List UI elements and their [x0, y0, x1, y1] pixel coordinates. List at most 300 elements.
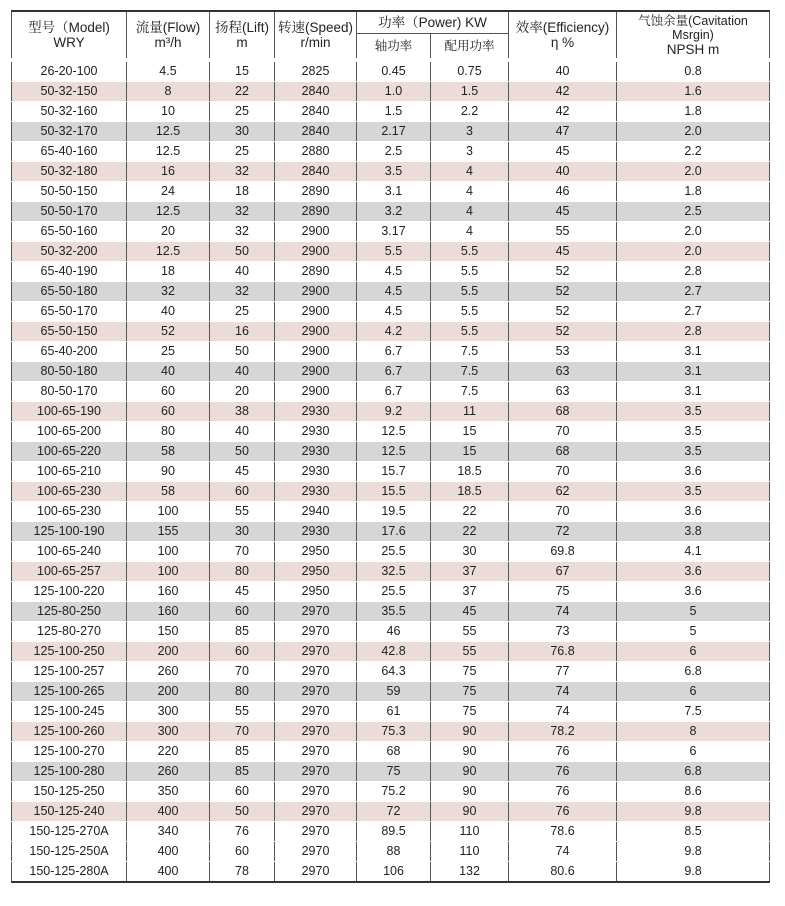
cell-motor-power: 90 — [431, 722, 509, 742]
cell-lift: 70 — [210, 542, 275, 562]
cell-lift: 60 — [210, 482, 275, 502]
cell-shaft-power: 35.5 — [357, 602, 431, 622]
cell-npsh: 3.5 — [617, 422, 770, 442]
cell-efficiency: 52 — [509, 302, 617, 322]
cell-motor-power: 5.5 — [431, 282, 509, 302]
table-row — [12, 122, 770, 142]
cell-model: 125-100-190 — [12, 522, 127, 542]
table-row — [12, 142, 770, 162]
cell-speed: 2930 — [275, 422, 357, 442]
cell-npsh: 2.0 — [617, 242, 770, 262]
table-row — [12, 382, 770, 402]
cell-shaft-power: 12.5 — [357, 442, 431, 462]
cell-model: 150-125-240 — [12, 802, 127, 822]
table-row — [12, 682, 770, 702]
cell-shaft-power: 12.5 — [357, 422, 431, 442]
cell-model: 100-65-190 — [12, 402, 127, 422]
cell-model: 65-40-160 — [12, 142, 127, 162]
cell-speed: 2950 — [275, 582, 357, 602]
table-row — [12, 522, 770, 542]
cell-lift: 60 — [210, 602, 275, 622]
cell-lift: 22 — [210, 82, 275, 102]
cell-shaft-power: 68 — [357, 742, 431, 762]
cell-flow: 4.5 — [127, 60, 210, 82]
cell-flow: 52 — [127, 322, 210, 342]
cell-motor-power: 90 — [431, 782, 509, 802]
cell-speed: 2970 — [275, 642, 357, 662]
cell-shaft-power: 4.2 — [357, 322, 431, 342]
cell-lift: 70 — [210, 722, 275, 742]
cell-efficiency: 63 — [509, 362, 617, 382]
cell-efficiency: 47 — [509, 122, 617, 142]
cell-motor-power: 5.5 — [431, 242, 509, 262]
cell-efficiency: 68 — [509, 402, 617, 422]
header-power: 功率（Power) KW — [357, 11, 509, 34]
cell-shaft-power: 46 — [357, 622, 431, 642]
cell-speed: 2840 — [275, 162, 357, 182]
cell-speed: 2840 — [275, 122, 357, 142]
table-row — [12, 862, 770, 883]
cell-shaft-power: 3.2 — [357, 202, 431, 222]
cell-flow: 25 — [127, 342, 210, 362]
cell-npsh: 2.7 — [617, 282, 770, 302]
cell-npsh: 8.5 — [617, 822, 770, 842]
cell-efficiency: 76 — [509, 782, 617, 802]
header-lift-label: 扬程(Lift) — [215, 20, 269, 35]
cell-speed: 2950 — [275, 542, 357, 562]
cell-lift: 45 — [210, 462, 275, 482]
cell-shaft-power: 15.7 — [357, 462, 431, 482]
cell-flow: 100 — [127, 542, 210, 562]
cell-shaft-power: 61 — [357, 702, 431, 722]
header-efficiency — [509, 11, 617, 60]
cell-npsh: 2.8 — [617, 262, 770, 282]
cell-model: 50-32-160 — [12, 102, 127, 122]
cell-npsh: 9.8 — [617, 802, 770, 822]
cell-motor-power: 5.5 — [431, 322, 509, 342]
cell-npsh: 0.8 — [617, 60, 770, 82]
cell-lift: 60 — [210, 842, 275, 862]
cell-efficiency: 45 — [509, 242, 617, 262]
cell-efficiency: 76 — [509, 762, 617, 782]
cell-flow: 160 — [127, 582, 210, 602]
cell-flow: 220 — [127, 742, 210, 762]
cell-npsh: 5 — [617, 602, 770, 622]
cell-efficiency: 52 — [509, 322, 617, 342]
cell-speed: 2970 — [275, 722, 357, 742]
cell-npsh: 1.6 — [617, 82, 770, 102]
cell-shaft-power: 6.7 — [357, 342, 431, 362]
table-row — [12, 262, 770, 282]
cell-model: 65-50-150 — [12, 322, 127, 342]
cell-speed: 2970 — [275, 682, 357, 702]
cell-flow: 58 — [127, 482, 210, 502]
table-row — [12, 642, 770, 662]
cell-speed: 2970 — [275, 822, 357, 842]
cell-model: 100-65-240 — [12, 542, 127, 562]
cell-lift: 50 — [210, 242, 275, 262]
cell-motor-power: 132 — [431, 862, 509, 883]
table-row — [12, 822, 770, 842]
cell-motor-power: 1.5 — [431, 82, 509, 102]
cell-npsh: 3.5 — [617, 482, 770, 502]
header-efficiency-label: 效率(Efficiency) — [515, 20, 610, 35]
cell-shaft-power: 106 — [357, 862, 431, 883]
cell-motor-power: 4 — [431, 222, 509, 242]
table-row — [12, 462, 770, 482]
cell-motor-power: 22 — [431, 502, 509, 522]
cell-motor-power: 15 — [431, 422, 509, 442]
cell-npsh: 3.6 — [617, 562, 770, 582]
cell-shaft-power: 3.5 — [357, 162, 431, 182]
cell-flow: 40 — [127, 362, 210, 382]
table-row — [12, 562, 770, 582]
cell-motor-power: 0.75 — [431, 60, 509, 82]
cell-flow: 260 — [127, 662, 210, 682]
cell-npsh: 6.8 — [617, 662, 770, 682]
cell-speed: 2900 — [275, 362, 357, 382]
cell-efficiency: 80.6 — [509, 862, 617, 883]
cell-speed: 2900 — [275, 242, 357, 262]
cell-shaft-power: 9.2 — [357, 402, 431, 422]
cell-shaft-power: 6.7 — [357, 362, 431, 382]
cell-efficiency: 45 — [509, 142, 617, 162]
cell-speed: 2970 — [275, 702, 357, 722]
cell-efficiency: 77 — [509, 662, 617, 682]
cell-model: 100-65-220 — [12, 442, 127, 462]
cell-efficiency: 40 — [509, 162, 617, 182]
table-row — [12, 622, 770, 642]
cell-efficiency: 74 — [509, 842, 617, 862]
cell-shaft-power: 5.5 — [357, 242, 431, 262]
table-row — [12, 242, 770, 262]
cell-motor-power: 2.2 — [431, 102, 509, 122]
cell-npsh: 1.8 — [617, 182, 770, 202]
cell-npsh: 8.6 — [617, 782, 770, 802]
cell-shaft-power: 25.5 — [357, 582, 431, 602]
cell-flow: 340 — [127, 822, 210, 842]
cell-efficiency: 67 — [509, 562, 617, 582]
cell-flow: 60 — [127, 382, 210, 402]
table-row — [12, 782, 770, 802]
header-speed-unit: r/min — [300, 35, 331, 50]
cell-motor-power: 37 — [431, 582, 509, 602]
cell-speed: 2950 — [275, 562, 357, 582]
cell-motor-power: 75 — [431, 662, 509, 682]
cell-flow: 80 — [127, 422, 210, 442]
cell-shaft-power: 0.45 — [357, 60, 431, 82]
cell-lift: 60 — [210, 782, 275, 802]
cell-npsh: 2.5 — [617, 202, 770, 222]
cell-npsh: 3.1 — [617, 362, 770, 382]
table-header — [12, 11, 770, 60]
cell-model: 65-40-200 — [12, 342, 127, 362]
cell-motor-power: 5.5 — [431, 262, 509, 282]
table-row — [12, 542, 770, 562]
cell-speed: 2930 — [275, 522, 357, 542]
cell-speed: 2970 — [275, 842, 357, 862]
cell-efficiency: 73 — [509, 622, 617, 642]
table-row — [12, 802, 770, 822]
cell-motor-power: 4 — [431, 182, 509, 202]
cell-shaft-power: 89.5 — [357, 822, 431, 842]
cell-shaft-power: 2.5 — [357, 142, 431, 162]
cell-model: 65-50-160 — [12, 222, 127, 242]
cell-speed: 2970 — [275, 762, 357, 782]
cell-model: 80-50-180 — [12, 362, 127, 382]
cell-npsh: 6 — [617, 642, 770, 662]
cell-lift: 40 — [210, 422, 275, 442]
cell-efficiency: 52 — [509, 262, 617, 282]
cell-npsh: 6 — [617, 682, 770, 702]
cell-flow: 20 — [127, 222, 210, 242]
cell-lift: 32 — [210, 202, 275, 222]
cell-lift: 16 — [210, 322, 275, 342]
cell-model: 100-65-257 — [12, 562, 127, 582]
cell-flow: 150 — [127, 622, 210, 642]
cell-npsh: 2.0 — [617, 162, 770, 182]
table-row — [12, 202, 770, 222]
cell-shaft-power: 88 — [357, 842, 431, 862]
cell-efficiency: 70 — [509, 422, 617, 442]
cell-model: 100-65-210 — [12, 462, 127, 482]
cell-lift: 50 — [210, 442, 275, 462]
cell-motor-power: 11 — [431, 402, 509, 422]
cell-npsh: 5 — [617, 622, 770, 642]
cell-efficiency: 70 — [509, 462, 617, 482]
cell-npsh: 9.8 — [617, 862, 770, 883]
cell-model: 125-100-250 — [12, 642, 127, 662]
cell-model: 125-100-280 — [12, 762, 127, 782]
cell-motor-power: 18.5 — [431, 482, 509, 502]
cell-flow: 400 — [127, 842, 210, 862]
cell-shaft-power: 64.3 — [357, 662, 431, 682]
cell-lift: 32 — [210, 162, 275, 182]
cell-efficiency: 75 — [509, 582, 617, 602]
cell-shaft-power: 4.5 — [357, 302, 431, 322]
cell-shaft-power: 1.0 — [357, 82, 431, 102]
cell-model: 150-125-250 — [12, 782, 127, 802]
table-row — [12, 722, 770, 742]
cell-flow: 16 — [127, 162, 210, 182]
cell-shaft-power: 17.6 — [357, 522, 431, 542]
cell-lift: 70 — [210, 662, 275, 682]
cell-motor-power: 75 — [431, 702, 509, 722]
cell-flow: 160 — [127, 602, 210, 622]
cell-motor-power: 3 — [431, 142, 509, 162]
cell-flow: 24 — [127, 182, 210, 202]
header-flow — [127, 11, 210, 60]
cell-speed: 2970 — [275, 742, 357, 762]
cell-npsh: 7.5 — [617, 702, 770, 722]
cell-model: 50-32-150 — [12, 82, 127, 102]
cell-speed: 2930 — [275, 482, 357, 502]
cell-flow: 155 — [127, 522, 210, 542]
cell-speed: 2970 — [275, 602, 357, 622]
cell-speed: 2840 — [275, 102, 357, 122]
cell-lift: 60 — [210, 642, 275, 662]
cell-model: 125-100-220 — [12, 582, 127, 602]
cell-efficiency: 76 — [509, 802, 617, 822]
cell-efficiency: 40 — [509, 60, 617, 82]
cell-speed: 2970 — [275, 802, 357, 822]
cell-efficiency: 76 — [509, 742, 617, 762]
table-row — [12, 362, 770, 382]
header-model-label: 型号（Model) — [28, 20, 110, 35]
cell-flow: 300 — [127, 702, 210, 722]
cell-shaft-power: 6.7 — [357, 382, 431, 402]
cell-model: 50-50-150 — [12, 182, 127, 202]
cell-motor-power: 22 — [431, 522, 509, 542]
cell-motor-power: 30 — [431, 542, 509, 562]
cell-shaft-power: 3.1 — [357, 182, 431, 202]
cell-model: 125-80-250 — [12, 602, 127, 622]
cell-shaft-power: 15.5 — [357, 482, 431, 502]
cell-model: 125-100-270 — [12, 742, 127, 762]
cell-speed: 2940 — [275, 502, 357, 522]
header-shaft-power: 轴功率 — [357, 34, 431, 60]
cell-flow: 90 — [127, 462, 210, 482]
cell-model: 50-50-170 — [12, 202, 127, 222]
cell-lift: 25 — [210, 142, 275, 162]
cell-speed: 2890 — [275, 262, 357, 282]
table-row — [12, 402, 770, 422]
cell-motor-power: 110 — [431, 842, 509, 862]
cell-shaft-power: 72 — [357, 802, 431, 822]
cell-lift: 50 — [210, 342, 275, 362]
cell-efficiency: 63 — [509, 382, 617, 402]
cell-npsh: 3.6 — [617, 462, 770, 482]
cell-shaft-power: 2.17 — [357, 122, 431, 142]
cell-speed: 2900 — [275, 302, 357, 322]
cell-lift: 80 — [210, 682, 275, 702]
cell-shaft-power: 75 — [357, 762, 431, 782]
cell-lift: 85 — [210, 622, 275, 642]
cell-lift: 25 — [210, 302, 275, 322]
cell-flow: 100 — [127, 562, 210, 582]
cell-shaft-power: 3.17 — [357, 222, 431, 242]
cell-speed: 2890 — [275, 202, 357, 222]
table-row — [12, 502, 770, 522]
cell-model: 50-32-170 — [12, 122, 127, 142]
cell-npsh: 3.1 — [617, 382, 770, 402]
cell-motor-power: 90 — [431, 742, 509, 762]
cell-speed: 2900 — [275, 382, 357, 402]
cell-lift: 15 — [210, 60, 275, 82]
table-row — [12, 102, 770, 122]
cell-efficiency: 76.8 — [509, 642, 617, 662]
cell-shaft-power: 42.8 — [357, 642, 431, 662]
cell-lift: 76 — [210, 822, 275, 842]
cell-speed: 2970 — [275, 622, 357, 642]
cell-efficiency: 78.2 — [509, 722, 617, 742]
cell-model: 125-100-257 — [12, 662, 127, 682]
cell-model: 125-100-245 — [12, 702, 127, 722]
cell-flow: 60 — [127, 402, 210, 422]
cell-efficiency: 42 — [509, 82, 617, 102]
cell-motor-power: 90 — [431, 762, 509, 782]
cell-motor-power: 7.5 — [431, 342, 509, 362]
cell-model: 50-32-180 — [12, 162, 127, 182]
table-row — [12, 742, 770, 762]
cell-shaft-power: 25.5 — [357, 542, 431, 562]
cell-npsh: 3.5 — [617, 402, 770, 422]
cell-motor-power: 55 — [431, 622, 509, 642]
cell-lift: 80 — [210, 562, 275, 582]
table-row — [12, 842, 770, 862]
header-speed-label: 转速(Speed) — [277, 20, 354, 35]
cell-lift: 40 — [210, 262, 275, 282]
pump-spec-table — [11, 10, 770, 883]
cell-speed: 2930 — [275, 462, 357, 482]
cell-lift: 40 — [210, 362, 275, 382]
cell-lift: 25 — [210, 102, 275, 122]
table-row — [12, 282, 770, 302]
cell-lift: 32 — [210, 282, 275, 302]
cell-model: 50-32-200 — [12, 242, 127, 262]
header-npsh-unit: NPSH m — [666, 41, 720, 57]
cell-shaft-power: 75.3 — [357, 722, 431, 742]
cell-lift: 32 — [210, 222, 275, 242]
cell-lift: 20 — [210, 382, 275, 402]
header-model — [12, 11, 127, 60]
cell-lift: 18 — [210, 182, 275, 202]
cell-lift: 55 — [210, 502, 275, 522]
cell-efficiency: 55 — [509, 222, 617, 242]
cell-flow: 40 — [127, 302, 210, 322]
cell-shaft-power: 32.5 — [357, 562, 431, 582]
cell-lift: 85 — [210, 762, 275, 782]
table-row — [12, 702, 770, 722]
header-lift-unit: m — [236, 35, 248, 50]
cell-speed: 2930 — [275, 402, 357, 422]
cell-npsh: 2.8 — [617, 322, 770, 342]
cell-npsh: 2.0 — [617, 122, 770, 142]
cell-motor-power: 4 — [431, 162, 509, 182]
cell-lift: 30 — [210, 522, 275, 542]
cell-efficiency: 74 — [509, 702, 617, 722]
cell-npsh: 8 — [617, 722, 770, 742]
cell-model: 125-100-260 — [12, 722, 127, 742]
table-row — [12, 442, 770, 462]
cell-npsh: 4.1 — [617, 542, 770, 562]
cell-motor-power: 5.5 — [431, 302, 509, 322]
cell-motor-power: 45 — [431, 602, 509, 622]
cell-npsh: 3.6 — [617, 582, 770, 602]
cell-motor-power: 7.5 — [431, 362, 509, 382]
cell-model: 80-50-170 — [12, 382, 127, 402]
cell-flow: 12.5 — [127, 142, 210, 162]
cell-npsh: 1.8 — [617, 102, 770, 122]
header-npsh — [617, 11, 770, 60]
table-row — [12, 662, 770, 682]
cell-efficiency: 74 — [509, 682, 617, 702]
header-efficiency-unit: η % — [550, 35, 575, 50]
cell-flow: 58 — [127, 442, 210, 462]
cell-speed: 2825 — [275, 60, 357, 82]
cell-model: 65-50-170 — [12, 302, 127, 322]
cell-speed: 2970 — [275, 862, 357, 883]
cell-model: 100-65-230 — [12, 482, 127, 502]
cell-npsh: 9.8 — [617, 842, 770, 862]
cell-efficiency: 46 — [509, 182, 617, 202]
cell-speed: 2970 — [275, 782, 357, 802]
table-row — [12, 342, 770, 362]
cell-motor-power: 75 — [431, 682, 509, 702]
header-lift — [210, 11, 275, 60]
table-row — [12, 422, 770, 442]
cell-lift: 85 — [210, 742, 275, 762]
